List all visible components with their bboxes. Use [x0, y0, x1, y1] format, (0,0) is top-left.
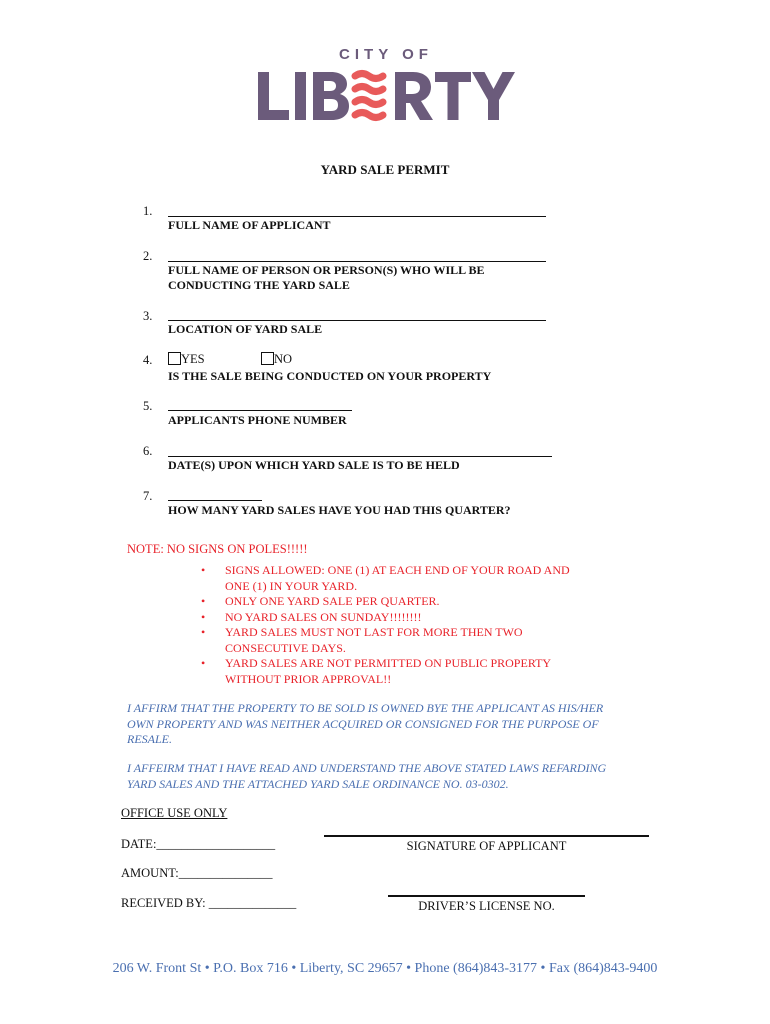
own-property-label: IS THE SALE BEING CONDUCTED ON YOUR PROPERTY: [168, 369, 492, 383]
form-title: YARD SALE PERMIT: [320, 162, 450, 177]
city-logo: [252, 46, 520, 124]
sales-count-field[interactable]: [168, 500, 262, 501]
applicant-name-label: FULL NAME OF APPLICANT: [168, 218, 331, 232]
rule-item: • SIGNS ALLOWED: ONE (1) AT EACH END OF YOUR ROAD AND ONE (1) IN YOUR YARD.: [201, 563, 570, 593]
yes-label: YES: [181, 352, 205, 366]
logo-liberty-wordmark: [258, 66, 516, 124]
rules-list: [201, 563, 625, 687]
office-received-by-field[interactable]: RECEIVED BY: ______________: [121, 896, 297, 910]
location-label: LOCATION OF YARD SALE: [168, 322, 323, 336]
rule-item: • YARD SALES MUST NOT LAST FOR MORE THEN TWO CONSECUTIVE DAYS.: [201, 625, 523, 655]
rule-item: • NO YARD SALES ON SUNDAY!!!!!!!!: [201, 609, 422, 624]
item-7-number: 7.: [143, 489, 153, 503]
sale-dates-field[interactable]: [168, 456, 552, 457]
logo-city-of: CITY OF: [339, 46, 433, 63]
yes-checkbox[interactable]: [168, 352, 181, 365]
phone-label: APPLICANTS PHONE NUMBER: [168, 413, 347, 427]
no-option[interactable]: [261, 352, 292, 367]
office-date-field[interactable]: DATE:___________________: [121, 837, 276, 851]
office-amount-field[interactable]: AMOUNT:_______________: [121, 866, 273, 880]
conductor-name-label-line2: CONDUCTING THE YARD SALE: [168, 278, 350, 292]
drivers-license-label: DRIVER’S LICENSE NO.: [418, 899, 555, 913]
item-5-number: 5.: [143, 399, 153, 413]
location-field[interactable]: [168, 320, 546, 321]
item-6-number: 6.: [143, 444, 153, 458]
yes-option[interactable]: [168, 352, 205, 367]
conductor-name-field[interactable]: [168, 261, 546, 262]
rule-item: • ONLY ONE YARD SALE PER QUARTER.: [201, 594, 440, 608]
no-label: NO: [274, 352, 293, 366]
item-2-number: 2.: [143, 249, 153, 263]
item-4-number: 4.: [143, 353, 153, 367]
conductor-name-label-line1: FULL NAME OF PERSON OR PERSON(S) WHO WILL BE: [168, 263, 485, 277]
office-use-heading: OFFICE USE ONLY: [121, 806, 228, 820]
footer-contact: 206 W. Front St • P.O. Box 716 • Liberty, SC 29657 • Phone (864)843-3177 • Fax (864)843-9400: [112, 961, 658, 976]
rule-item: • YARD SALES ARE NOT PERMITTED ON PUBLIC PROPERTY WITHOUT PRIOR APPROVAL!!: [201, 656, 552, 686]
signature-line[interactable]: [324, 835, 649, 837]
phone-field[interactable]: [168, 410, 352, 411]
note-no-signs: NOTE: NO SIGNS ON POLES!!!!!: [127, 542, 308, 556]
no-checkbox[interactable]: [261, 352, 274, 365]
drivers-license-line[interactable]: [388, 895, 585, 897]
item-1-number: 1.: [143, 204, 153, 218]
item-3-number: 3.: [143, 309, 153, 323]
affirm-ownership: I AFFIRM THAT THE PROPERTY TO BE SOLD IS OWNED BYE THE APPLICANT AS HIS/HER OWN PROPERTY AND WAS NEITHER ACQUIRED OR CONSIGNED FOR THE PURPOSE OF RESALE.: [127, 701, 604, 746]
affirm-read-laws: I AFFEIRM THAT I HAVE READ AND UNDERSTAND THE ABOVE STATED LAWS REFARDING YARD SALES AND THE ATTACHED YARD SALE ORDINANCE NO. 03-0302.: [127, 761, 607, 791]
signature-label: SIGNATURE OF APPLICANT: [406, 839, 567, 853]
sales-count-label: HOW MANY YARD SALES HAVE YOU HAD THIS QUARTER?: [168, 503, 511, 517]
applicant-name-field[interactable]: [168, 216, 546, 217]
sale-dates-label: DATE(S) UPON WHICH YARD SALE IS TO BE HELD: [168, 458, 460, 472]
